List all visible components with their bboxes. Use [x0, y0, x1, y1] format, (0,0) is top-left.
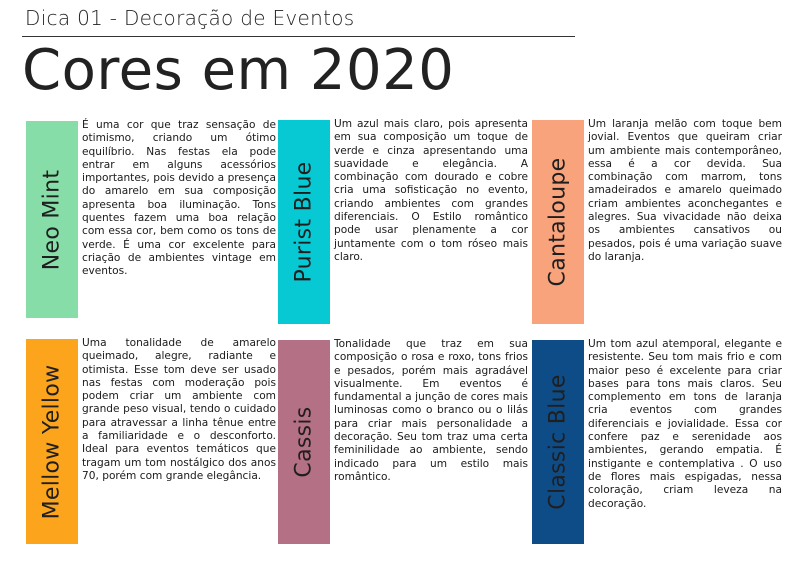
color-card-mellow-yellow — [26, 339, 276, 549]
color-description: É uma cor que traz sensação de otimismo, criando um ótimo equilíbrio. Nas festas ela pode entrar em alguns acessórios importantes, pois devido a presença do amarelo em sua composição apresenta boa iluminação. Tons quentes fazem uma boa relação com essa cor, bem como os tons de verde. É uma cor excelente para criação de ambientes vintage em eventos. — [82, 119, 276, 278]
page-subtitle: Dica 01 - Decoração de Eventos — [25, 6, 355, 30]
color-name: Mellow Yellow — [39, 364, 65, 519]
color-card-cassis — [278, 340, 528, 550]
color-swatch — [26, 339, 78, 544]
color-swatch — [278, 120, 330, 324]
color-name: Cassis — [291, 406, 317, 478]
color-name: Cantaloupe — [545, 157, 571, 287]
color-description: Tonalidade que traz em sua composição o rosa e roxo, tons frios e pesados, porém mais agradável visualmente. Em eventos é fundamental a junção de cores mais luminosas como o branco ou o lilás para criar mais personalidade a decoração. Seu tom traz uma certa feminilidade ao ambiente, sendo indicado para um estilo mais romântico. — [334, 338, 528, 483]
color-swatch — [278, 340, 330, 544]
color-swatch — [532, 340, 584, 544]
color-card-purist-blue — [278, 120, 528, 330]
color-description: Um azul mais claro, pois apresenta em sua composição um toque de verde e cinza apresentando uma suavidade e elegância. A combinação com dourado e cobre cria uma sofisticação no evento, criando ambientes com grandes diferenciais. O Estilo romântico pode usar plenamente a cor juntamente com o tom róseo mais claro. — [334, 118, 528, 263]
color-description: Um laranja melão com toque bem jovial. Eventos que queiram criar um ambiente mais contemporâneo, essa é a cor devida. Sua combinação com marrom, tons amadeirados e amarelo queimado criam ambientes aconchegantes e alegres. Sua vivacidade não deixa os ambientes cansativos ou pesados, pois é uma variação suave do laranja. — [588, 118, 782, 263]
color-swatch — [532, 120, 584, 324]
color-name: Purist Blue — [291, 161, 317, 283]
header-divider — [22, 36, 575, 37]
color-card-cantaloupe — [532, 120, 782, 330]
page-title: Cores em 2020 — [22, 38, 455, 103]
color-name: Neo Mint — [39, 169, 65, 270]
color-description: Um tom azul atemporal, elegante e resistente. Seu tom mais frio e com maior peso é excelente para criar bases para tons mais claros. Seu complemento em tons de laranja cria eventos com grandes diferenciais e jovialidade. Essa cor confere paz e serenidade aos ambientes, gerando empatia. É instigante e contemplativa . O uso de flores mais espigadas, nessa coloração, criam leveza na decoração. — [588, 338, 782, 510]
color-name: Classic Blue — [545, 374, 571, 510]
color-card-neo-mint — [26, 121, 276, 331]
color-swatch — [26, 121, 78, 318]
color-description: Uma tonalidade de amarelo queimado, alegre, radiante e otimista. Esse tom deve ser usado nas festas com moderação pois podem criar um ambiente com grande peso visual, tendo o cuidado para atravessar a linha tênue entre a familiaridade e o desconforto. Ideal para eventos temáticos que tragam um tom nostálgico dos anos 70, porém com grande elegância. — [82, 337, 276, 482]
color-card-classic-blue — [532, 340, 782, 550]
